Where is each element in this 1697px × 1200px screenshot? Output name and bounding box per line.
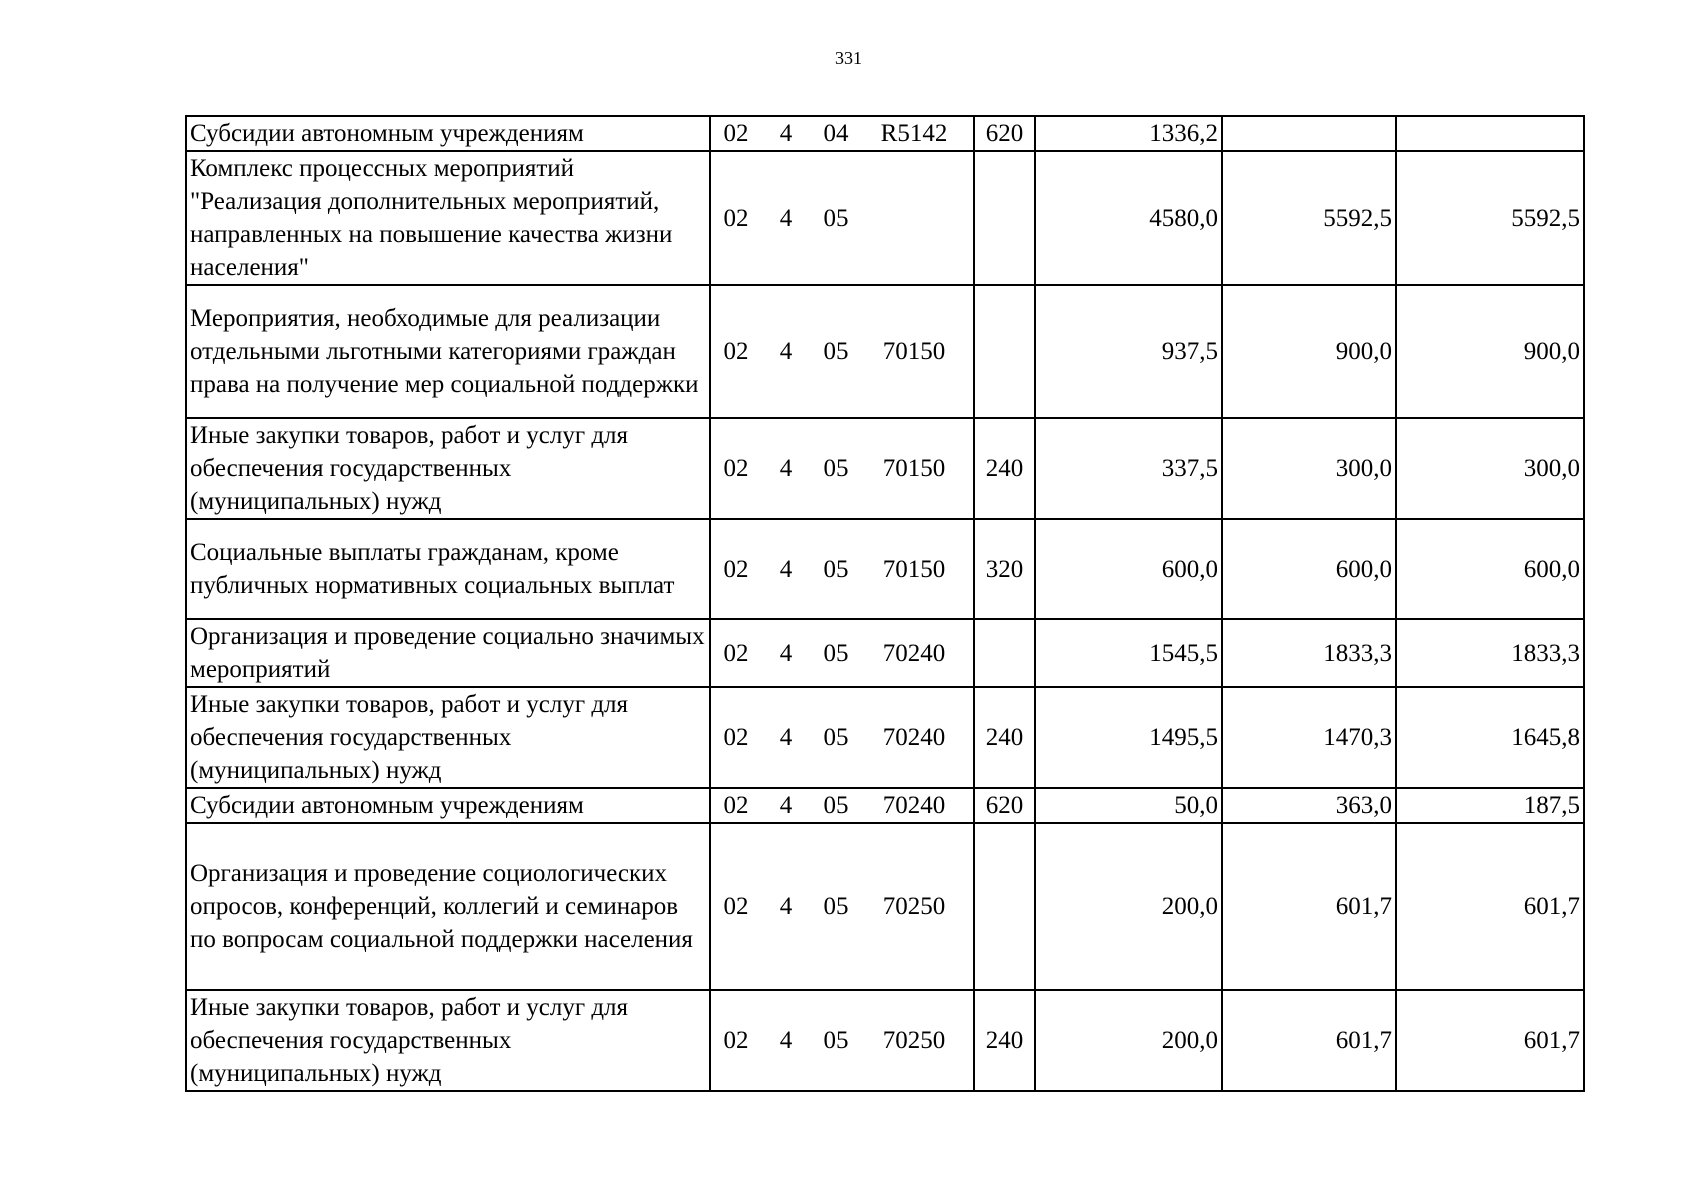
row-codes xyxy=(710,990,974,1091)
table-row xyxy=(186,151,1584,285)
program-code: 02 xyxy=(723,204,749,232)
amount-year-1: 1336,2 xyxy=(1035,116,1222,151)
complex-code: 04 xyxy=(823,120,849,147)
amount-year-2: 1833,3 xyxy=(1222,619,1396,687)
expense-type-code xyxy=(974,151,1035,285)
row-name: Комплекс процессных мероприятий "Реализация дополнительных мероприятий, направленных на повышение качества жизни населения" xyxy=(186,151,710,285)
expense-type-code: 240 xyxy=(974,687,1035,788)
direction-code: 70150 xyxy=(882,555,946,583)
expense-type-code xyxy=(974,619,1035,687)
subprogram-code: 4 xyxy=(779,792,793,819)
row-name: Субсидии автономным учреждениям xyxy=(186,116,710,151)
table-row xyxy=(186,519,1584,619)
complex-code: 05 xyxy=(823,455,849,482)
row-name: Субсидии автономным учреждениям xyxy=(186,788,710,823)
expense-type-code xyxy=(974,823,1035,990)
row-name: Иные закупки товаров, работ и услуг для обеспечения государственных (муниципальных) нужд xyxy=(186,990,710,1091)
direction-code: 70250 xyxy=(882,893,946,920)
amount-year-1: 1545,5 xyxy=(1035,619,1222,687)
direction-code: 70240 xyxy=(882,724,946,751)
table-row xyxy=(186,285,1584,418)
row-name: Иные закупки товаров, работ и услуг для обеспечения государственных (муниципальных) нужд xyxy=(186,687,710,788)
expense-type-code: 240 xyxy=(974,418,1035,519)
amount-year-3: 900,0 xyxy=(1396,285,1584,418)
program-code: 02 xyxy=(723,893,749,920)
subprogram-code: 4 xyxy=(779,724,793,751)
complex-code: 05 xyxy=(823,338,849,365)
program-code: 02 xyxy=(723,120,749,147)
expense-type-code: 620 xyxy=(974,116,1035,151)
table-row xyxy=(186,823,1584,990)
amount-year-2: 363,0 xyxy=(1222,788,1396,823)
amount-year-3: 187,5 xyxy=(1396,788,1584,823)
page-number: 331 xyxy=(835,48,862,68)
amount-year-2: 5592,5 xyxy=(1222,151,1396,285)
direction-code: 70240 xyxy=(882,792,946,819)
direction-code: 70150 xyxy=(882,338,946,365)
amount-year-2: 601,7 xyxy=(1222,990,1396,1091)
amount-year-3: 1833,3 xyxy=(1396,619,1584,687)
complex-code: 05 xyxy=(823,893,849,920)
row-codes xyxy=(710,519,974,619)
amount-year-2: 900,0 xyxy=(1222,285,1396,418)
budget-table xyxy=(185,115,1585,1092)
table-row xyxy=(186,788,1584,823)
amount-year-1: 600,0 xyxy=(1035,519,1222,619)
program-code: 02 xyxy=(723,639,749,667)
amount-year-3: 600,0 xyxy=(1396,519,1584,619)
table-row xyxy=(186,418,1584,519)
amount-year-2: 1470,3 xyxy=(1222,687,1396,788)
amount-year-1: 4580,0 xyxy=(1035,151,1222,285)
complex-code: 05 xyxy=(823,792,849,819)
program-code: 02 xyxy=(723,338,749,365)
complex-code: 05 xyxy=(823,639,849,667)
subprogram-code: 4 xyxy=(779,338,793,365)
complex-code: 05 xyxy=(823,555,849,583)
direction-code: 70250 xyxy=(882,1027,946,1054)
amount-year-1: 200,0 xyxy=(1035,990,1222,1091)
amount-year-3 xyxy=(1396,116,1584,151)
row-name: Иные закупки товаров, работ и услуг для обеспечения государственных (муниципальных) нужд xyxy=(186,418,710,519)
subprogram-code: 4 xyxy=(779,1027,793,1054)
amount-year-2 xyxy=(1222,116,1396,151)
amount-year-3: 5592,5 xyxy=(1396,151,1584,285)
row-name: Социальные выплаты гражданам, кроме публичных нормативных социальных выплат xyxy=(186,519,710,619)
program-code: 02 xyxy=(723,1027,749,1054)
row-codes xyxy=(710,418,974,519)
table-row xyxy=(186,687,1584,788)
row-name: Организация и проведение социально значимых мероприятий xyxy=(186,619,710,687)
amount-year-3: 601,7 xyxy=(1396,990,1584,1091)
amount-year-2: 601,7 xyxy=(1222,823,1396,990)
amount-year-2: 300,0 xyxy=(1222,418,1396,519)
amount-year-3: 601,7 xyxy=(1396,823,1584,990)
amount-year-1: 1495,5 xyxy=(1035,687,1222,788)
expense-type-code: 240 xyxy=(974,990,1035,1091)
amount-year-1: 50,0 xyxy=(1035,788,1222,823)
expense-type-code: 620 xyxy=(974,788,1035,823)
row-codes xyxy=(710,823,974,990)
direction-code xyxy=(858,202,970,235)
amount-year-3: 1645,8 xyxy=(1396,687,1584,788)
amount-year-2: 600,0 xyxy=(1222,519,1396,619)
row-codes xyxy=(710,619,974,687)
direction-code: 70150 xyxy=(882,455,946,482)
complex-code: 05 xyxy=(823,1027,849,1054)
row-name: Мероприятия, необходимые для реализации отдельными льготными категориями граждан права на получение мер социальной поддержки xyxy=(186,285,710,418)
row-name: Организация и проведение социологических опросов, конференций, коллегий и семинаров по вопросам социальной поддержки населения xyxy=(186,823,710,990)
complex-code: 05 xyxy=(823,724,849,751)
subprogram-code: 4 xyxy=(779,455,793,482)
subprogram-code: 4 xyxy=(779,555,793,583)
program-code: 02 xyxy=(723,555,749,583)
amount-year-1: 200,0 xyxy=(1035,823,1222,990)
subprogram-code: 4 xyxy=(779,639,793,667)
subprogram-code: 4 xyxy=(779,893,793,920)
direction-code: 70240 xyxy=(882,639,946,667)
row-codes xyxy=(710,687,974,788)
row-codes xyxy=(710,116,974,151)
amount-year-1: 337,5 xyxy=(1035,418,1222,519)
subprogram-code: 4 xyxy=(779,204,793,232)
table-row xyxy=(186,619,1584,687)
program-code: 02 xyxy=(723,455,749,482)
row-codes xyxy=(710,788,974,823)
amount-year-3: 300,0 xyxy=(1396,418,1584,519)
subprogram-code: 4 xyxy=(779,120,793,147)
expense-type-code: 320 xyxy=(974,519,1035,619)
complex-code: 05 xyxy=(823,204,849,232)
amount-year-1: 937,5 xyxy=(1035,285,1222,418)
program-code: 02 xyxy=(723,724,749,751)
row-codes xyxy=(710,151,974,285)
table-row xyxy=(186,990,1584,1091)
expense-type-code xyxy=(974,285,1035,418)
table-row xyxy=(186,116,1584,151)
program-code: 02 xyxy=(723,792,749,819)
row-codes xyxy=(710,285,974,418)
direction-code: R5142 xyxy=(880,120,948,147)
